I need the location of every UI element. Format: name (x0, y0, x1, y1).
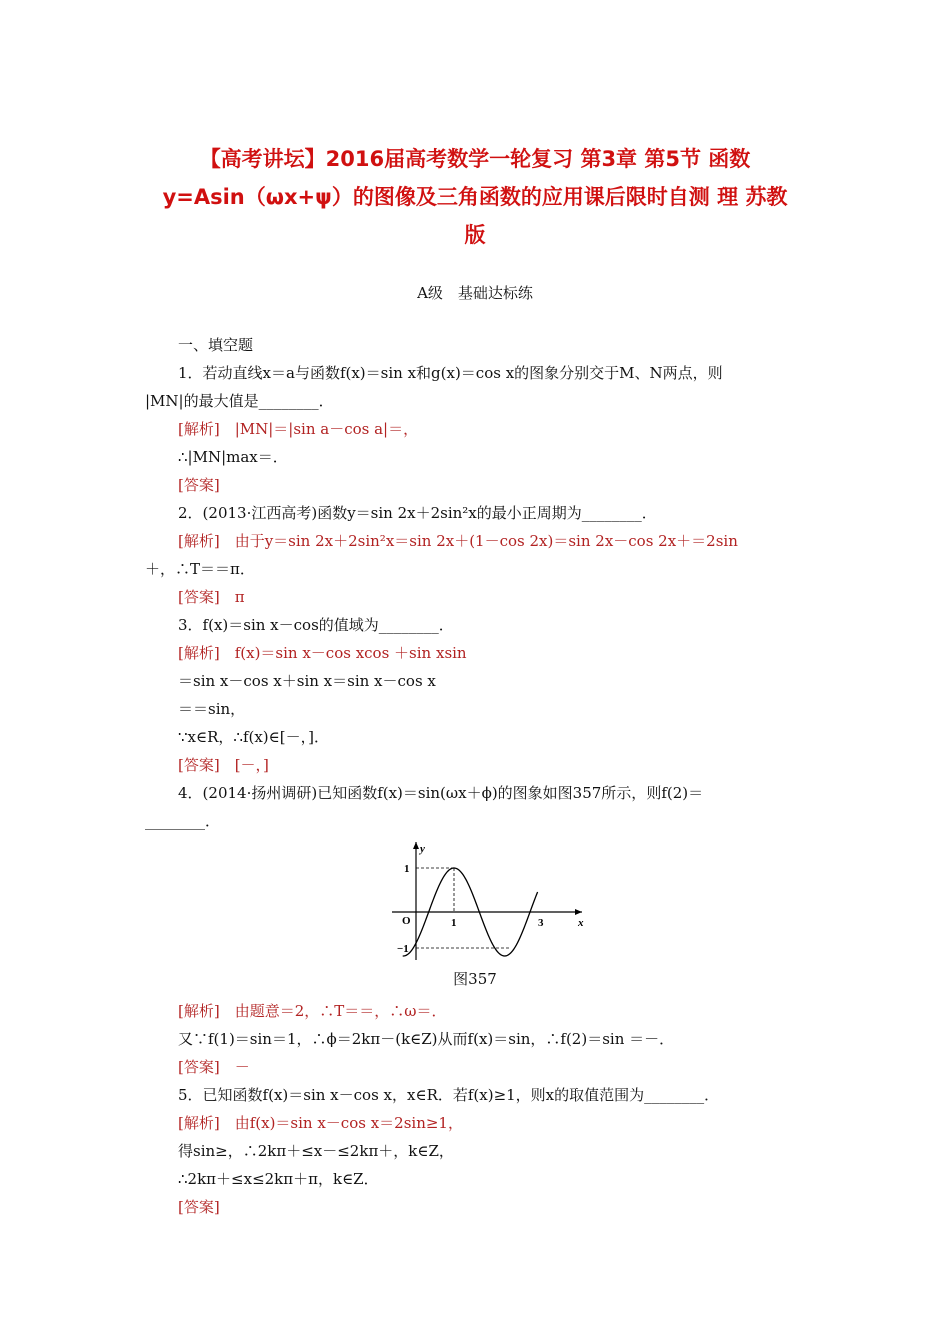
q4-answer: [答案] － (178, 1058, 250, 1076)
q4-analysis: [解析] 由题意＝2，∴T＝＝，∴ω＝． (178, 1002, 447, 1020)
x-axis-label: x (578, 917, 584, 929)
figure-caption: 图357 (453, 970, 497, 988)
title-line-2: y=Asin（ωx+ψ）的图像及三角函数的应用课后限时自测 理 苏教 (162, 185, 788, 209)
sine-graph (384, 838, 594, 963)
y-axis-arrow (413, 842, 419, 849)
q4-text-cont: ________． (145, 812, 221, 830)
sine-graph-figure (384, 838, 594, 967)
q5-analysis: [解析] 由f(x)＝sin x－cos x＝2sin≥1， (178, 1114, 463, 1132)
q3-analysis-cont-1: ＝sin x－cos x＋sin x＝sin x－cos x (178, 672, 436, 690)
document-title (120, 140, 830, 254)
x-tick-3: 3 (538, 917, 544, 929)
q2-analysis: [解析] 由于y＝sin 2x＋2sin²x＝sin 2x＋(1－cos 2x)＝sin 2x－cos 2x＋＝2sin (178, 532, 738, 550)
q1-analysis-cont: ∴|MN|max＝． (178, 448, 288, 466)
x-axis-arrow (575, 909, 582, 915)
q1-answer: [答案] (178, 476, 220, 494)
y-axis-label: y (420, 843, 425, 855)
q5-text: 5．已知函数f(x)＝sin x－cos x，x∈R．若f(x)≥1，则x的取值范围为________． (178, 1086, 720, 1104)
q2-text: 2．(2013·江西高考)函数y＝sin 2x＋2sin²x的最小正周期为________． (178, 504, 657, 522)
q4-analysis-cont: 又∵f(1)＝sin＝1，∴ϕ＝2kπ－(k∈Z)从而f(x)＝sin，∴f(2)＝sin ＝－． (178, 1030, 675, 1048)
section-heading: A级 基础达标练 (417, 284, 533, 302)
q3-analysis-cont-3: ∵x∈R，∴f(x)∈[－，]． (178, 728, 329, 746)
q5-analysis-cont-1: 得sin≥，∴2kπ＋≤x－≤2kπ＋，k∈Z， (178, 1142, 454, 1160)
part-heading: 一、填空题 (178, 336, 254, 354)
origin-label: O (402, 915, 411, 927)
q3-answer: [答案] [－，] (178, 756, 269, 774)
title-line-1: 【高考讲坛】2016届高考数学一轮复习 第3章 第5节 函数 (199, 147, 751, 171)
q3-analysis-cont-2: ＝＝sin， (178, 700, 246, 718)
q3-analysis: [解析] f(x)＝sin x－cos xcos ＋sin xsin (178, 644, 467, 662)
q5-answer: [答案] (178, 1198, 220, 1216)
q2-answer: [答案] π (178, 588, 245, 606)
x-tick-1: 1 (451, 917, 457, 929)
q3-text: 3．f(x)＝sin x－cos的值域为________． (178, 616, 454, 634)
q1-analysis: [解析] |MN|＝|sin a－cos a|＝， (178, 420, 419, 438)
q2-analysis-cont: ＋，∴T＝＝π． (145, 560, 255, 578)
y-tick-neg1: −1 (397, 943, 409, 955)
q5-analysis-cont-2: ∴2kπ＋≤x≤2kπ＋π，k∈Z． (178, 1170, 379, 1188)
q1-text: 1．若动直线x＝a与函数f(x)＝sin x和g(x)＝cos x的图象分别交于M、N两点，则 (178, 364, 723, 382)
y-tick-1: 1 (404, 863, 410, 875)
title-line-3: 版 (464, 223, 486, 247)
q4-text: 4．(2014·扬州调研)已知函数f(x)＝sin(ωx＋ϕ)的图象如图357所示，则f(2)＝ (178, 784, 704, 802)
q1-text-cont: |MN|的最大值是________． (145, 392, 334, 410)
